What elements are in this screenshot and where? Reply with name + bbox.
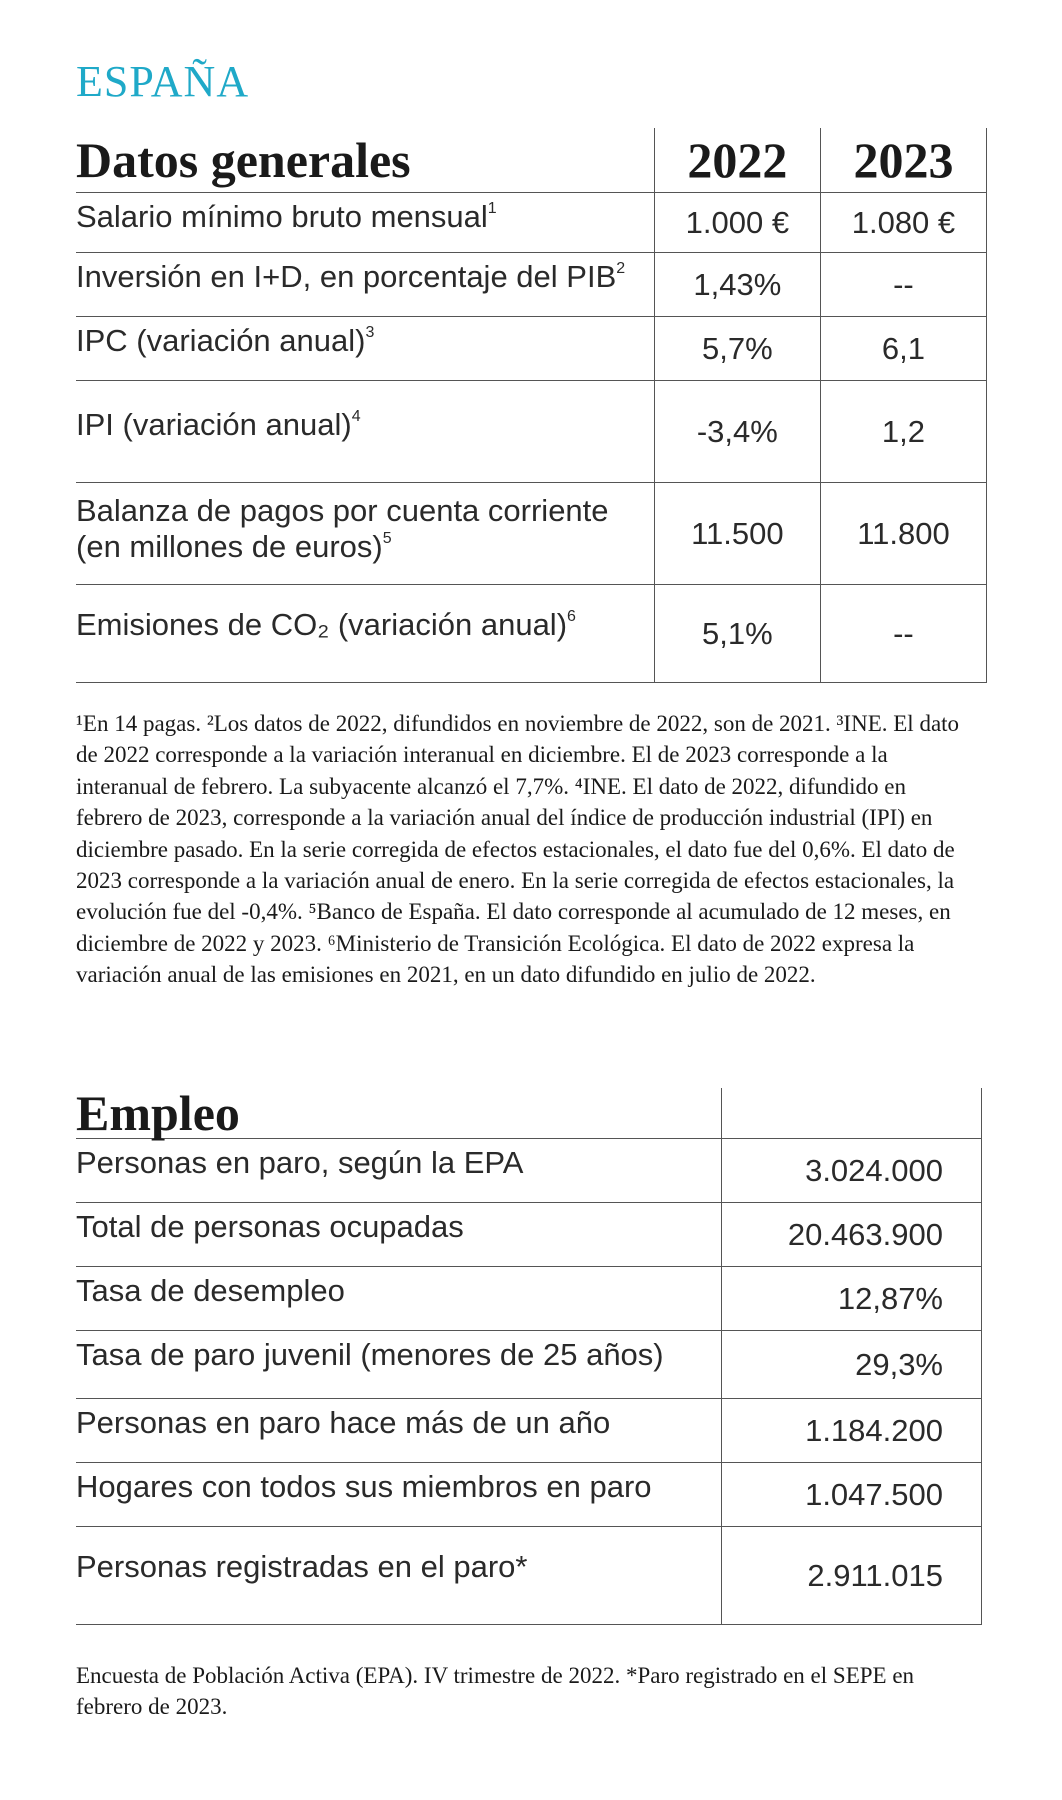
row-value: 1.184.200: [721, 1399, 981, 1463]
source-note: Encuesta de Población Activa (EPA). IV trimestre de 2022. *Paro registrado en el SEPE en febrero de 2023.: [76, 1663, 915, 1719]
row-value: 29,3%: [721, 1331, 981, 1399]
value-2022: -3,4%: [654, 381, 820, 483]
row-label: Emisiones de CO₂ (variación anual)$^6$: [76, 585, 654, 683]
value-2023: 1.080 €: [820, 193, 986, 253]
value-2022: 1,43%: [654, 253, 820, 317]
value-column-header: [721, 1088, 981, 1139]
table-row: [76, 1267, 982, 1331]
table-row: [76, 1139, 982, 1203]
row-label: Balanza de pagos por cuenta corriente (en millones de euros)$^5$: [76, 483, 654, 585]
general-table-title: Datos generales: [76, 132, 411, 188]
row-label: Total de personas ocupadas: [76, 1203, 721, 1267]
employment-table-title: Empleo: [76, 1085, 240, 1141]
value-2023: 11.800: [820, 483, 986, 585]
table-row: [76, 483, 987, 585]
row-label: IPI (variación anual)$^4$: [76, 381, 654, 483]
value-2023: --: [820, 253, 986, 317]
row-value: 2.911.015: [721, 1527, 981, 1625]
row-label: Salario mínimo bruto mensual$^1$: [76, 193, 654, 253]
row-value: 1.047.500: [721, 1463, 981, 1527]
value-2023: --: [820, 585, 986, 683]
row-value: 20.463.900: [721, 1203, 981, 1267]
row-value: 3.024.000: [721, 1139, 981, 1203]
value-2022: 11.500: [654, 483, 820, 585]
table-row: [76, 1463, 982, 1527]
table-row: [76, 193, 987, 253]
value-2023: 1,2: [820, 381, 986, 483]
value-2022: 5,7%: [654, 317, 820, 381]
footnotes: ¹En 14 pagas. ²Los datos de 2022, difundidos en noviembre de 2022, son de 2021. ³INE. El dato de 2022 corresponde a la variación interanual en diciembre. El de 2023 corresponde a la interanual de febrero. La subyacente alcanzó el 7,7%. ⁴INE. El dato de 2022, difundido en febrero de 2023, corresponde a la variación anual del índice de producción industrial (IPI) en diciembre pasado. En la serie corregida de efectos estacionales, el dato fue del 0,6%. El dato de 2023 corresponde a la variación anual de enero. En la serie corregida de efectos estacionales, la evolución fue del -0,4%. ⁵Banco de España. El dato corresponde al acumulado de 12 meses, en diciembre de 2022 y 2023. ⁶Ministerio de Transición Ecológica. El dato de 2022 expresa la variación anual de las emisiones en 2021, en un dato difundido en julio de 2022.: [76, 711, 960, 988]
table-row: [76, 381, 987, 483]
table-row: [76, 1399, 982, 1463]
year-header-2022: 2022: [654, 128, 820, 193]
row-label: Tasa de paro juvenil (menores de 25 años): [76, 1331, 721, 1399]
table-row: [76, 1331, 982, 1399]
row-label: Tasa de desempleo: [76, 1267, 721, 1331]
row-label: Personas en paro hace más de un año: [76, 1399, 721, 1463]
table-row: [76, 1203, 982, 1267]
country-heading: ESPAÑA: [76, 57, 250, 106]
row-label: Hogares con todos sus miembros en paro: [76, 1463, 721, 1527]
value-2023: 6,1: [820, 317, 986, 381]
row-value: 12,87%: [721, 1267, 981, 1331]
table-row: [76, 317, 987, 381]
row-label: Personas en paro, según la EPA: [76, 1139, 721, 1203]
employment-table: [76, 1085, 982, 1625]
value-2022: 1.000 €: [654, 193, 820, 253]
row-label: Personas registradas en el paro*: [76, 1527, 721, 1625]
table-row: [76, 253, 987, 317]
row-label: Inversión en I+D, en porcentaje del PIB$^2$: [76, 253, 654, 317]
row-label: IPC (variación anual)$^3$: [76, 317, 654, 381]
value-2022: 5,1%: [654, 585, 820, 683]
year-header-2023: 2023: [820, 128, 986, 193]
table-row: [76, 1527, 982, 1625]
table-row: [76, 585, 987, 683]
general-data-table: [76, 128, 987, 683]
